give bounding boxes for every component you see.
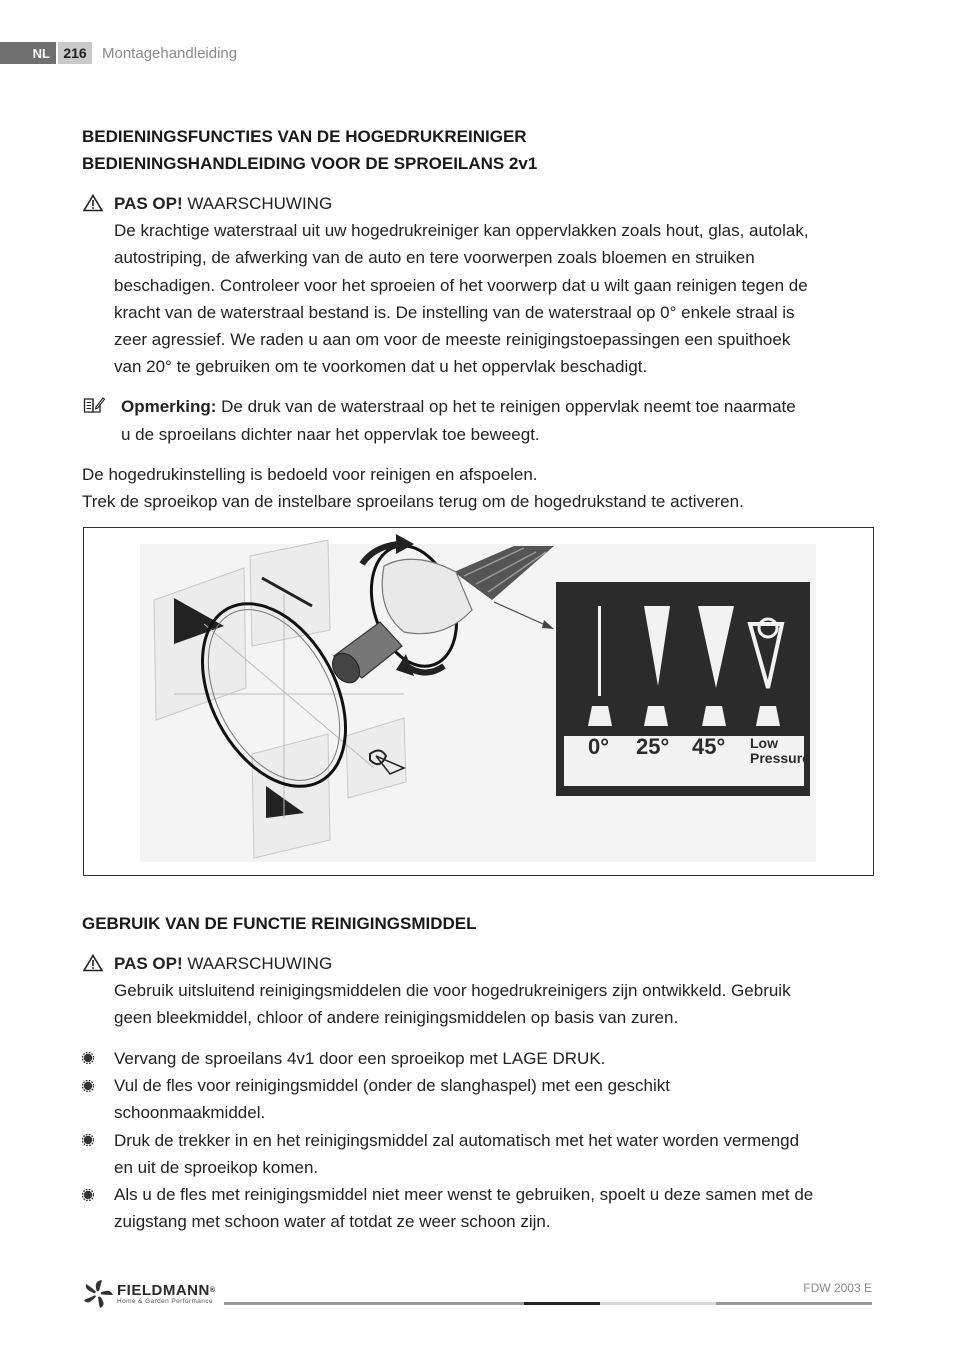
note-line1: [121, 393, 796, 420]
note-label: Opmerking:: [121, 397, 217, 416]
paragraph-line2: Trek de sproeikop van de instelbare sproeilans terug om de hogedrukstand te activeren.: [82, 492, 744, 511]
model-number: FDW 2003 E: [803, 1281, 872, 1295]
page-header: [0, 42, 237, 64]
low-label-line2: Pressure: [750, 750, 810, 766]
list-item-line: Als u de fles met reinigingsmiddel niet meer wenst te gebruiken, spoelt u deze samen met de: [114, 1185, 814, 1204]
spray-wand-illustration: [84, 528, 873, 875]
brand-mark: ®: [209, 1286, 216, 1294]
brand-text: FIELDMANN: [117, 1281, 210, 1299]
nozzle-label-0: 0°: [588, 734, 610, 759]
warning-label: PAS OP!: [114, 194, 183, 213]
fieldmann-flower-icon: [82, 1279, 114, 1309]
warning-line: beschadigen. Controleer voor het sproeien of het voorwerp dat u wilt gaan reinigen tegen de: [114, 275, 808, 295]
spray-wand-figure: [83, 527, 874, 876]
list-item: [114, 1127, 799, 1182]
list-item-line: en uit de sproeikop komen.: [114, 1158, 319, 1178]
language-tag: NL: [0, 42, 56, 64]
brand-logo: [82, 1279, 216, 1309]
warning-text: [114, 217, 884, 381]
warning-line: autostriping, de afwerking van de auto en tere voorwerpen zoals bloemen en struiken: [114, 248, 755, 268]
list-item: [114, 1072, 670, 1127]
warning-label: PAS OP!: [114, 954, 183, 973]
low-label-line1: Low: [750, 735, 778, 751]
warning-line: Gebruik uitsluitend reinigingsmiddelen die voor hogedrukreinigers zijn ontwikkeld. Gebruik: [114, 981, 791, 1000]
warning-line: van 20° te gebruiken om te voorkomen dat u het oppervlak beschadigt.: [114, 357, 648, 377]
section2-title: GEBRUIK VAN DE FUNCTIE REINIGINGSMIDDEL: [82, 914, 477, 933]
list-item: [114, 1181, 813, 1236]
nozzle-label-45: 45°: [692, 734, 726, 759]
list-item-line: schoonmaakmiddel.: [114, 1103, 266, 1123]
warning-line: De krachtige waterstraal uit uw hogedrukreiniger kan oppervlakken zoals hout, glas, autolak,: [114, 221, 809, 240]
footer-rule: [224, 1302, 524, 1305]
warning-word: WAARSCHUWING: [187, 194, 333, 213]
warning-line: geen bleekmiddel, chloor of andere reinigingsmiddelen op basis van zuren.: [114, 1008, 679, 1028]
warning-icon: [83, 954, 103, 972]
footer-rule: [716, 1302, 872, 1305]
section-name: Montagehandleiding: [102, 44, 238, 62]
note-text: De druk van de waterstraal op het te reinigen oppervlak neemt toe naarmate: [221, 397, 796, 416]
list-item: [114, 1045, 605, 1072]
list-item-line: Vervang de sproeilans 4v1 door een sproeikop met LAGE DRUK.: [114, 1049, 606, 1068]
warning-line: kracht van de waterstraal bestand is. De instelling van de waterstraal op 0° enkele straal is: [114, 302, 795, 322]
list-item-line: Vul de fles voor reinigingsmiddel (onder de slanghaspel) met een geschikt: [114, 1076, 670, 1095]
section1-title: [82, 123, 537, 177]
section1-title-line2: BEDIENINGSHANDLEIDING VOOR DE SPROEILANS 2v1: [82, 154, 538, 173]
brand-name: [117, 1283, 216, 1298]
list-item-line: zuigstang met schoon water af totdat ze weer schoon zijn.: [114, 1212, 551, 1232]
warning-heading: [114, 950, 332, 977]
warning-heading: [114, 190, 332, 217]
paragraph-line1: De hogedrukinstelling is bedoeld voor reinigen en afspoelen.: [82, 465, 538, 484]
list-item-line: Druk de trekker in en het reinigingsmiddel zal automatisch met het water worden vermengd: [114, 1131, 800, 1150]
warning-word: WAARSCHUWING: [187, 954, 333, 973]
gear-bullet-icon: [82, 1134, 94, 1146]
warning-icon: [83, 194, 103, 212]
footer-rule: [524, 1302, 600, 1305]
section1-title-line1: BEDIENINGSFUNCTIES VAN DE HOGEDRUKREINIGER: [82, 127, 527, 146]
brand-tagline: Home & Garden Performance: [117, 1297, 213, 1305]
page-number: 216: [58, 42, 92, 64]
gear-bullet-icon: [82, 1189, 94, 1201]
note-book-icon: [83, 396, 105, 414]
warning-line: zeer agressief. We raden u aan om voor de meeste reinigingstoepassingen een spuithoek: [114, 330, 791, 350]
nozzle-label-low: [750, 736, 810, 766]
gear-bullet-icon: [82, 1080, 94, 1092]
footer-rule: [600, 1302, 716, 1305]
gear-bullet-icon: [82, 1052, 94, 1064]
warning-text: [114, 977, 884, 1032]
note-line2: u de sproeilans dichter naar het oppervlak toe beweegt.: [121, 425, 540, 444]
nozzle-label-25: 25°: [636, 734, 670, 759]
